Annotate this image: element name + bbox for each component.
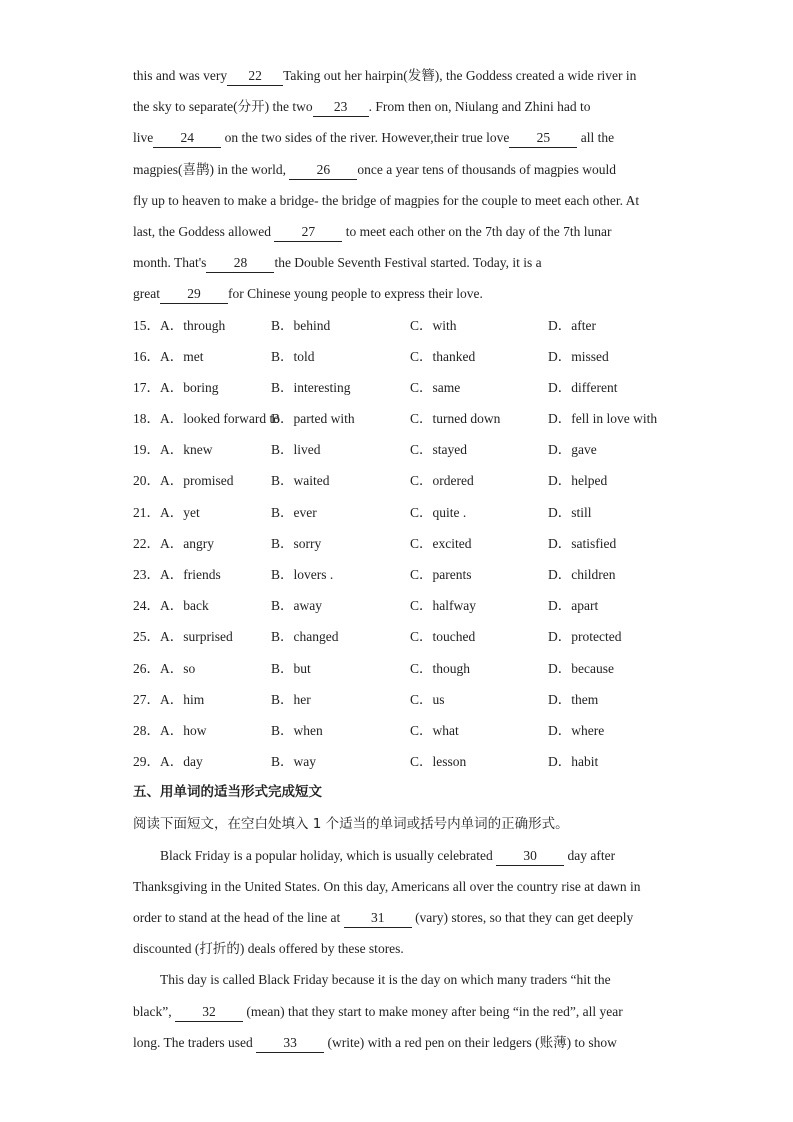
option-label: B．her xyxy=(271,691,311,707)
option-label: B．behind xyxy=(271,317,331,333)
passage-text: on the two sides of the river. However,their true love xyxy=(221,130,510,146)
passage-text: live xyxy=(133,130,154,146)
passage-line xyxy=(133,91,673,122)
option-b[interactable] xyxy=(271,746,316,777)
passage-line xyxy=(133,871,673,902)
option-c[interactable] xyxy=(410,653,470,684)
option-label: A．surprised xyxy=(160,629,233,645)
option-label: D．because xyxy=(548,660,614,676)
blank-32[interactable]: 32 xyxy=(175,1003,243,1022)
option-label: B．way xyxy=(271,754,316,770)
blank-30[interactable]: 30 xyxy=(496,847,564,866)
option-d[interactable] xyxy=(548,341,609,372)
passage-text: . From then on, Niulang and Zhini had to xyxy=(368,99,591,115)
option-d[interactable] xyxy=(548,684,598,715)
option-b[interactable] xyxy=(271,590,322,621)
option-label: A．day xyxy=(160,754,203,770)
option-b[interactable] xyxy=(271,653,311,684)
question-list xyxy=(133,310,673,778)
option-label: A．met xyxy=(160,348,204,364)
option-b[interactable] xyxy=(271,559,333,590)
passage-text: for Chinese young people to express their love. xyxy=(227,286,483,302)
passage-text: Thanksgiving in the United States. On this day, Americans all over the country rise at dawn in xyxy=(133,878,641,894)
option-c[interactable] xyxy=(410,715,459,746)
option-label: D．helped xyxy=(548,473,608,489)
passage-text: (vary) stores, so that they can get deeply xyxy=(411,910,634,926)
option-label: D．still xyxy=(548,504,592,520)
option-a[interactable] xyxy=(133,653,195,684)
question-row xyxy=(133,341,673,372)
option-label: B．when xyxy=(271,722,323,738)
option-d[interactable] xyxy=(548,310,596,341)
option-label: A．promised xyxy=(160,473,234,489)
option-b[interactable] xyxy=(271,715,323,746)
option-b[interactable] xyxy=(271,621,338,652)
option-label: D．apart xyxy=(548,598,599,614)
option-label: C．with xyxy=(410,317,457,333)
passage-line xyxy=(133,902,673,933)
passage-text: once a year tens of thousands of magpies would xyxy=(357,161,617,177)
question-row xyxy=(133,559,673,590)
blank-28[interactable]: 28 xyxy=(206,254,274,273)
option-b[interactable] xyxy=(271,528,321,559)
question-number: 19． xyxy=(133,442,160,458)
question-number: 25． xyxy=(133,629,160,645)
passage-text: long. The traders used xyxy=(133,1034,257,1050)
option-label: C．what xyxy=(410,722,459,738)
option-label: B．parted with xyxy=(271,411,355,427)
passage-text: fly up to heaven to make a bridge- the bridge of magpies for the couple to meet each other. At xyxy=(133,192,640,208)
option-label: D．satisfied xyxy=(548,535,617,551)
option-c[interactable] xyxy=(410,684,445,715)
option-label: B．lived xyxy=(271,442,321,458)
option-label: A．back xyxy=(160,598,209,614)
question-number: 18． xyxy=(133,411,160,427)
option-c[interactable] xyxy=(410,341,475,372)
option-b[interactable] xyxy=(271,497,317,528)
option-label: B．waited xyxy=(271,473,330,489)
question-number: 22． xyxy=(133,535,160,551)
option-label: B．away xyxy=(271,598,322,614)
passage-line xyxy=(133,154,673,185)
option-a[interactable] xyxy=(133,372,219,403)
option-b[interactable] xyxy=(271,372,351,403)
option-label: B．but xyxy=(271,660,311,676)
option-label: C．stayed xyxy=(410,442,467,458)
option-label: D．after xyxy=(548,317,596,333)
option-label: A．so xyxy=(160,660,196,676)
passage-line xyxy=(133,933,673,964)
option-a[interactable] xyxy=(133,403,280,434)
option-label: A．through xyxy=(160,317,226,333)
option-label: A．angry xyxy=(160,535,214,551)
passage-text: the Double Seventh Festival started. Today, it is a xyxy=(274,255,542,271)
passage-text: all the xyxy=(577,130,615,146)
question-number: 21． xyxy=(133,504,160,520)
blank-31[interactable]: 31 xyxy=(344,909,412,928)
option-label: D．different xyxy=(548,379,618,395)
option-b[interactable] xyxy=(271,310,330,341)
option-label: C．touched xyxy=(410,629,476,645)
option-b[interactable] xyxy=(271,465,330,496)
passage-text: this and was very xyxy=(133,68,228,83)
passage-text: black”, xyxy=(133,1003,175,1019)
question-number: 27． xyxy=(133,691,160,707)
question-number: 28． xyxy=(133,722,160,738)
blank-29[interactable]: 29 xyxy=(160,285,228,304)
option-b[interactable] xyxy=(271,403,355,434)
question-number: 20． xyxy=(133,473,160,489)
question-row xyxy=(133,403,673,434)
option-label: D．fell in love with xyxy=(548,411,658,427)
blank-26[interactable]: 26 xyxy=(289,161,357,180)
option-label: D．gave xyxy=(548,442,597,458)
option-label: D．habit xyxy=(548,754,599,770)
option-d[interactable] xyxy=(548,559,615,590)
question-number: 29． xyxy=(133,754,160,770)
option-label: B．changed xyxy=(271,629,339,645)
question-row xyxy=(133,434,673,465)
option-a[interactable] xyxy=(133,621,233,652)
option-c[interactable] xyxy=(410,372,460,403)
option-label: B．sorry xyxy=(271,535,322,551)
blank-24[interactable]: 24 xyxy=(153,129,221,148)
passage-text: This day is called Black Friday because it is the day on which many traders “hit the xyxy=(160,972,611,988)
section-heading: 五、用单词的适当形式完成短文 xyxy=(133,784,322,801)
passage-text: (write) with a red pen on their ledgers (账薄) to show xyxy=(324,1034,617,1050)
option-label: D．protected xyxy=(548,629,622,645)
passage-text: Black Friday is a popular holiday, which is usually celebrated xyxy=(160,847,497,863)
blank-27[interactable]: 27 xyxy=(274,223,342,242)
option-c[interactable] xyxy=(410,559,472,590)
option-label: A．friends xyxy=(160,567,221,582)
option-a[interactable] xyxy=(133,684,204,715)
option-label: A．knew xyxy=(160,442,213,458)
option-a[interactable] xyxy=(133,341,204,372)
option-label: C．lesson xyxy=(410,754,467,770)
passage-2 xyxy=(133,840,673,1058)
option-label: C．thanked xyxy=(410,348,476,364)
option-b[interactable] xyxy=(271,341,315,372)
option-label: A．boring xyxy=(160,379,219,395)
option-c[interactable] xyxy=(410,310,457,341)
option-d[interactable] xyxy=(548,465,607,496)
option-c[interactable] xyxy=(410,528,471,559)
option-label: D．where xyxy=(548,722,605,738)
option-a[interactable] xyxy=(133,715,207,746)
option-c[interactable] xyxy=(410,497,466,528)
passage-1 xyxy=(133,60,673,310)
question-row xyxy=(133,528,673,559)
option-label: C．turned down xyxy=(410,411,501,427)
passage-line xyxy=(133,60,673,91)
option-c[interactable] xyxy=(410,465,474,496)
passage-line xyxy=(133,247,673,278)
question-number: 17． xyxy=(133,379,160,395)
blank-22[interactable]: 22 xyxy=(227,67,283,86)
option-label: C．quite . xyxy=(410,504,467,520)
question-row xyxy=(133,653,673,684)
option-label: B．ever xyxy=(271,504,317,520)
option-c[interactable] xyxy=(410,590,476,621)
passage-line xyxy=(133,216,673,247)
passage-text: the sky to separate(分开) the two xyxy=(133,99,313,115)
question-number: 23． xyxy=(133,567,160,582)
passage-line xyxy=(133,964,673,995)
passage-line xyxy=(133,840,673,871)
option-c[interactable] xyxy=(410,434,467,465)
option-b[interactable] xyxy=(271,684,311,715)
option-d[interactable] xyxy=(548,621,621,652)
passage-text: to meet each other on the 7th day of the 7th lunar xyxy=(342,223,612,239)
question-row xyxy=(133,684,673,715)
option-label: C．excited xyxy=(410,535,472,551)
passage-text: last, the Goddess allowed xyxy=(133,223,275,239)
question-row xyxy=(133,497,673,528)
option-label: A．looked forward to xyxy=(160,411,280,427)
option-a[interactable] xyxy=(133,590,209,621)
option-label: B．told xyxy=(271,348,315,364)
option-label: A．him xyxy=(160,691,205,707)
passage-line xyxy=(133,122,673,153)
option-d[interactable] xyxy=(548,403,657,434)
blank-25[interactable]: 25 xyxy=(509,129,577,148)
passage-text: month. That's xyxy=(133,255,207,271)
passage-line xyxy=(133,278,673,309)
blank-23[interactable]: 23 xyxy=(313,98,369,117)
option-b[interactable] xyxy=(271,434,321,465)
question-number: 26． xyxy=(133,660,160,676)
section-instruction: 阅读下面短文，在空白处填入 1 个适当的单词或括号内单词的正确形式。 xyxy=(133,815,569,832)
option-a[interactable] xyxy=(133,434,213,465)
option-label: D．children xyxy=(548,567,616,582)
option-a[interactable] xyxy=(133,746,203,777)
passage-line xyxy=(133,185,673,216)
passage-text: great xyxy=(133,286,160,302)
question-row xyxy=(133,590,673,621)
question-row xyxy=(133,465,673,496)
option-label: C．us xyxy=(410,691,445,707)
option-label: D．them xyxy=(548,691,599,707)
passage-line xyxy=(133,1027,673,1058)
option-d[interactable] xyxy=(548,590,598,621)
passage-text: order to stand at the head of the line at xyxy=(133,910,344,926)
option-label: C．same xyxy=(410,379,461,395)
option-a[interactable] xyxy=(133,559,221,590)
passage-text: discounted (打折的) deals offered by these stores. xyxy=(133,941,404,957)
option-d[interactable] xyxy=(548,746,598,777)
question-number: 24． xyxy=(133,598,160,614)
question-row xyxy=(133,715,673,746)
question-number: 16． xyxy=(133,348,160,364)
option-label: C．halfway xyxy=(410,598,476,614)
option-c[interactable] xyxy=(410,403,500,434)
passage-text: Taking out her hairpin(发簪), the Goddess created a wide river in xyxy=(283,68,637,83)
option-label: D．missed xyxy=(548,348,609,364)
option-d[interactable] xyxy=(548,528,616,559)
option-a[interactable] xyxy=(133,528,214,559)
option-label: B．lovers . xyxy=(271,567,334,582)
question-row xyxy=(133,372,673,403)
option-a[interactable] xyxy=(133,497,200,528)
option-label: A．how xyxy=(160,722,207,738)
option-a[interactable] xyxy=(133,465,234,496)
option-label: C．parents xyxy=(410,567,472,582)
document-page xyxy=(133,60,673,1058)
option-label: C．though xyxy=(410,660,471,676)
question-number: 15． xyxy=(133,317,160,333)
option-label: A．yet xyxy=(160,504,200,520)
option-label: C．ordered xyxy=(410,473,474,489)
option-c[interactable] xyxy=(410,746,466,777)
option-label: B．interesting xyxy=(271,379,351,395)
option-c[interactable] xyxy=(410,621,475,652)
blank-33[interactable]: 33 xyxy=(256,1034,324,1053)
passage-line xyxy=(133,996,673,1027)
option-d[interactable] xyxy=(548,653,614,684)
passage-text: day after xyxy=(564,847,616,863)
passage-text: magpies(喜鹊) in the world, xyxy=(133,161,290,177)
question-row xyxy=(133,746,673,777)
option-d[interactable] xyxy=(548,715,604,746)
option-d[interactable] xyxy=(548,434,597,465)
option-d[interactable] xyxy=(548,497,592,528)
option-a[interactable] xyxy=(133,310,225,341)
question-row xyxy=(133,621,673,652)
question-row xyxy=(133,310,673,341)
option-d[interactable] xyxy=(548,372,617,403)
passage-text: (mean) that they start to make money after being “in the red”, all year xyxy=(242,1003,623,1019)
